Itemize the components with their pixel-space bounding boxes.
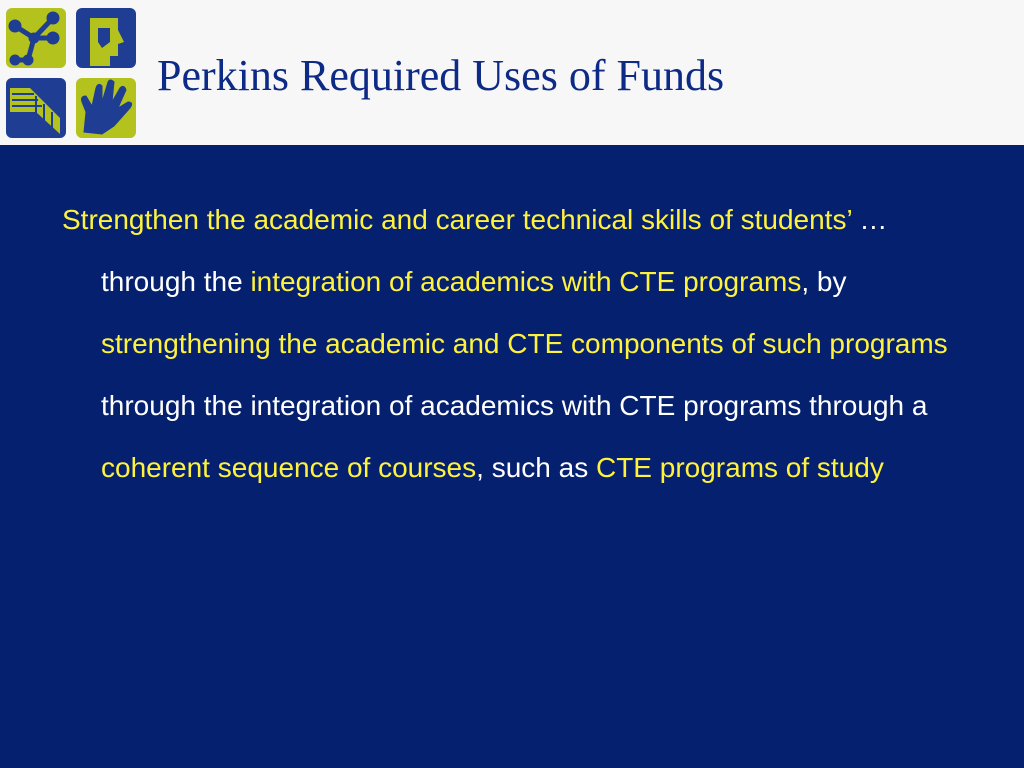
highlight-text-coherent-sequence: coherent sequence of courses bbox=[101, 452, 477, 483]
plain-text-such-as: , such as bbox=[476, 452, 596, 483]
highlight-text-strengthening: strengthening the academic and CTE components of such programs bbox=[101, 328, 948, 359]
logo bbox=[6, 8, 136, 138]
open-book-icon bbox=[6, 78, 66, 138]
plain-text-integration: through the integration of academics with CTE programs through a bbox=[101, 390, 928, 421]
plain-text-through: … through the bbox=[101, 204, 888, 297]
highlight-text-skills: Strengthen the academic and career technical skills of students’ bbox=[62, 204, 852, 235]
body-paragraph bbox=[62, 189, 972, 499]
highlight-text-integration: integration of academics with CTE programs bbox=[250, 266, 802, 297]
head-profile-icon bbox=[76, 8, 136, 68]
network-nodes-icon bbox=[6, 8, 66, 68]
plain-text-by: , by bbox=[801, 266, 847, 297]
highlight-text-programs-of-study: CTE programs of study bbox=[595, 452, 884, 483]
slide-body bbox=[62, 189, 972, 499]
slide-header bbox=[0, 0, 1024, 145]
slide-title: Perkins Required Uses of Funds bbox=[157, 51, 725, 100]
raised-hand-icon bbox=[76, 78, 136, 138]
